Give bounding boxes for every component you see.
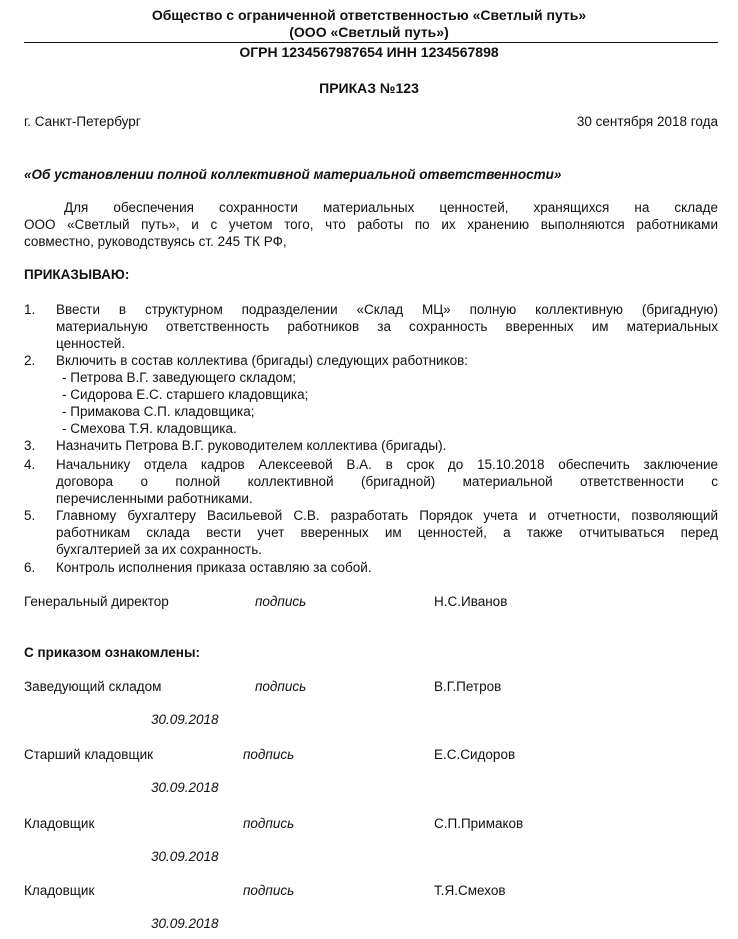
- registration-numbers: ОГРН 1234567987654 ИНН 1234567898: [239, 44, 499, 60]
- item-line: Контроль исполнения приказа оставляю за собой.: [56, 560, 372, 575]
- item-line: договора о полной коллективной (бригадной) материальной ответственности с: [56, 474, 718, 489]
- item-line: материальную ответственность работников за сохранность вверенных им материальных: [56, 319, 718, 334]
- item-number: 6.: [24, 560, 36, 575]
- ack-name: Е.С.Сидоров: [434, 747, 516, 762]
- item-number: 5.: [24, 508, 36, 523]
- ack-date: 30.09.2018: [151, 780, 219, 795]
- employee-list-item: - Петрова В.Г. заведующего складом;: [62, 370, 297, 385]
- ack-name: В.Г.Петров: [434, 679, 502, 694]
- company-full-name: Общество с ограниченной ответственностью «Светлый путь»: [151, 7, 587, 23]
- item-line: Назначить Петрова В.Г. руководителем коллектива (бригады).: [56, 438, 447, 453]
- employee-list-item: - Сидорова Е.С. старшего кладовщика;: [62, 387, 309, 402]
- order-title: ПРИКАЗ №123: [319, 80, 419, 96]
- ack-position: Заведующий складом: [24, 679, 162, 694]
- ack-signature: подпись: [243, 747, 295, 762]
- order-subject: «Об установлении полной коллективной материальной ответственности»: [24, 167, 562, 182]
- item-number: 2.: [24, 353, 36, 368]
- ack-signature: подпись: [243, 816, 295, 831]
- ack-signature: подпись: [255, 679, 307, 694]
- ack-date: 30.09.2018: [151, 712, 219, 727]
- item-line: перечисленными работниками.: [56, 491, 253, 506]
- preamble-line: совместно, руководствуясь ст. 245 ТК РФ,: [24, 234, 287, 249]
- preamble-line: Для обеспечения сохранности материальных ценностей, хранящихся на складе: [64, 200, 718, 215]
- item-line: Ввести в структурном подразделении «Склад МЦ» полную коллективную (бригадную): [56, 302, 718, 317]
- item-number: 4.: [24, 457, 36, 472]
- header-divider: [24, 42, 718, 43]
- order-command: ПРИКАЗЫВАЮ:: [24, 267, 130, 282]
- acknowledged-heading: С приказом ознакомлены:: [24, 645, 200, 660]
- ack-name: Т.Я.Смехов: [434, 883, 506, 898]
- employee-list-item: - Примакова С.П. кладовщика;: [62, 404, 255, 419]
- ack-position: Кладовщик: [24, 816, 95, 831]
- item-line: бухгалтерией за их сохранность.: [56, 542, 262, 557]
- item-line: Включить в состав коллектива (бригады) следующих работников:: [56, 353, 469, 368]
- ack-signature: подпись: [243, 883, 295, 898]
- employee-list-item: - Смехова Т.Я. кладовщика.: [62, 421, 237, 436]
- item-number: 1.: [24, 302, 36, 317]
- company-short-name: (ООО «Светлый путь»): [289, 24, 449, 40]
- preamble-line: ООО «Светлый путь», и с учетом того, что работы по их хранению выполняются работниками: [24, 217, 718, 232]
- director-signature: подпись: [255, 594, 307, 609]
- order-city: г. Санкт-Петербург: [24, 114, 141, 129]
- ack-position: Старший кладовщик: [24, 747, 154, 762]
- item-line: работникам склада вести учет вверенных им ценностей, а также отчитываться перед: [56, 525, 718, 540]
- order-date: 30 сентября 2018 года: [576, 114, 718, 129]
- item-line: Главному бухгалтеру Васильевой С.В. разработать Порядок учета и отчетности, позволяющий: [56, 508, 718, 523]
- director-name: Н.С.Иванов: [434, 594, 508, 609]
- item-line: ценностей.: [56, 336, 126, 351]
- item-number: 3.: [24, 438, 36, 453]
- ack-name: С.П.Примаков: [434, 816, 524, 831]
- ack-date: 30.09.2018: [151, 849, 219, 864]
- item-line: Начальнику отдела кадров Алексеевой В.А. в срок до 15.10.2018 обеспечить заключение: [56, 457, 718, 472]
- ack-position: Кладовщик: [24, 883, 95, 898]
- director-position: Генеральный директор: [24, 594, 169, 609]
- ack-date: 30.09.2018: [151, 916, 219, 931]
